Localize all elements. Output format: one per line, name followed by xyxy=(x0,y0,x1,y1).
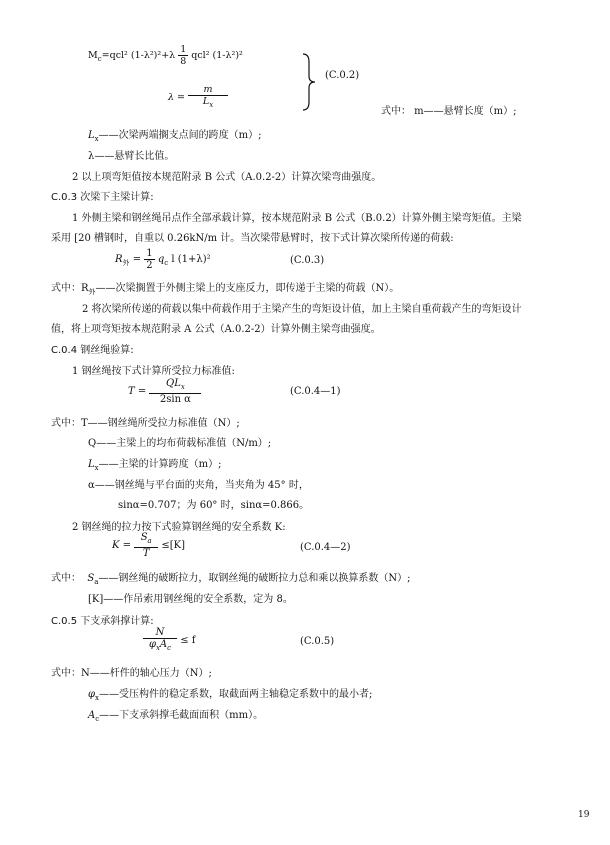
c03-p2-line1: 2 将次梁所传递的荷载以集中荷载作用于主梁产生的弯矩设计值，加上主梁自重荷载产生的弯矩设计 xyxy=(82,304,522,315)
mc-frac-den: 8 xyxy=(180,56,187,67)
label-c05: (C.0.5) xyxy=(300,636,335,647)
c04-def-k: [K]——作吊索用钢丝绳的安全系数，定为 8。 xyxy=(88,594,293,605)
formula-c05: $\frac{N}{\varphi_xA_c}$ ≤ f xyxy=(143,627,195,654)
c05-def-phi: $\varphi_x——$受压构件的稳定系数，取截面两主轴稳定系数中的最小者; xyxy=(88,689,373,702)
label-c03: (C.0.3) xyxy=(290,255,325,266)
formula-c04-1: T = $\frac{QL_x}{\text{2sin α}}$ xyxy=(128,378,201,405)
c05-where: 式中：N——杆件的轴心压力（N）; xyxy=(51,668,212,679)
c04-def-alpha: α——钢丝绳与平台面的夹角，当夹角为 45° 时， xyxy=(88,480,309,491)
mc-sub: c xyxy=(97,54,102,63)
c05-def-a: $A_c——$下支承斜撑毛截面面积（mm）。 xyxy=(88,710,264,723)
heading-c05: C.0.5 下支承斜撑计算: xyxy=(51,616,154,627)
heading-c04: C.0.4 钢丝绳验算: xyxy=(51,345,134,356)
mc-fraction xyxy=(178,44,188,67)
where-m: 式中： m——悬臂长度（m）; xyxy=(381,106,517,117)
c04-def-lx: $L_x——$主梁的计算跨度（m）; xyxy=(88,459,222,472)
label-c04-1: (C.0.4—1) xyxy=(290,386,341,397)
c03-p1-line2: 采用 [20 槽钢时，自重以 0.26kN/m 计。当次梁带悬臂时，按下式计算次梁所传递的荷载: xyxy=(51,233,454,244)
lambda-lhs: λ = xyxy=(168,91,186,103)
mc-part1: =qcl² (1-λ²)²+λ xyxy=(101,50,176,61)
heading-c03: C.0.3 次梁下主梁计算: xyxy=(51,192,154,203)
c03-p2-line2: 值，将上项弯矩按本规范附录 A 公式（A.0.2-2）计算外侧主梁弯曲强度。 xyxy=(51,324,381,335)
lambda-fraction xyxy=(188,84,228,111)
brace-label: (C.0.2) xyxy=(325,70,360,81)
page-number: 19 xyxy=(578,810,590,820)
para-c02-2: 2 以上项弯矩值按本规范附录 B 公式（A.0.2-2）计算次梁弯曲强度。 xyxy=(72,172,382,183)
c04-where2: 式中： $S_a——$钢丝绳的破断拉力，取钢丝绳的破断拉力总和乘以换算系数（N）; xyxy=(51,573,411,586)
formula-c03: $R_外$ = $\frac{1}{2}$ $q_c$ l (1+λ)² xyxy=(115,248,211,271)
def-lx: $L_x——$次梁两端搁支点间的跨度（m）; xyxy=(88,130,262,143)
formula-c04-2: K = $\frac{S_a}{T}$ ≤[K] xyxy=(112,532,186,559)
c03-where: 式中：$R_外——$次梁搁置于外侧主梁上的支座反力，即传递于主梁的荷载（N）。 xyxy=(51,283,400,296)
mc-lhs: M xyxy=(88,50,98,61)
lambda-den-sub: x xyxy=(209,100,214,109)
lambda-num: m xyxy=(188,84,228,96)
formula-lambda xyxy=(168,84,228,111)
mc-frac-num: 1 xyxy=(180,44,187,55)
formula-mc xyxy=(88,44,243,67)
c04-p2: 2 钢丝绳的拉力按下式验算钢丝绳的安全系数 K: xyxy=(72,522,286,533)
c04-def-q: Q——主梁上的均布荷载标准值（N/m）; xyxy=(88,438,272,449)
c04-p1: 1 钢丝绳按下式计算所受拉力标准值: xyxy=(72,366,235,377)
mc-part2: qcl² (1-λ²)² xyxy=(191,50,243,61)
c04-where1: 式中：T——钢丝绳所受拉力标准值（N）; xyxy=(51,418,240,429)
lambda-den: L xyxy=(202,96,210,107)
def-lambda: λ——悬臂长比值。 xyxy=(88,151,175,162)
right-brace xyxy=(300,52,318,112)
label-c04-2: (C.0.4—2) xyxy=(300,542,351,553)
c03-p1-line1: 1 外侧主梁和钢丝绳吊点作全部承载计算，按本规范附录 B 公式（B.0.2）计算外侧主梁弯矩值。主梁 xyxy=(72,213,522,224)
c04-def-sin: sinα=0.707；为 60° 时，sinα=0.866。 xyxy=(118,500,310,511)
